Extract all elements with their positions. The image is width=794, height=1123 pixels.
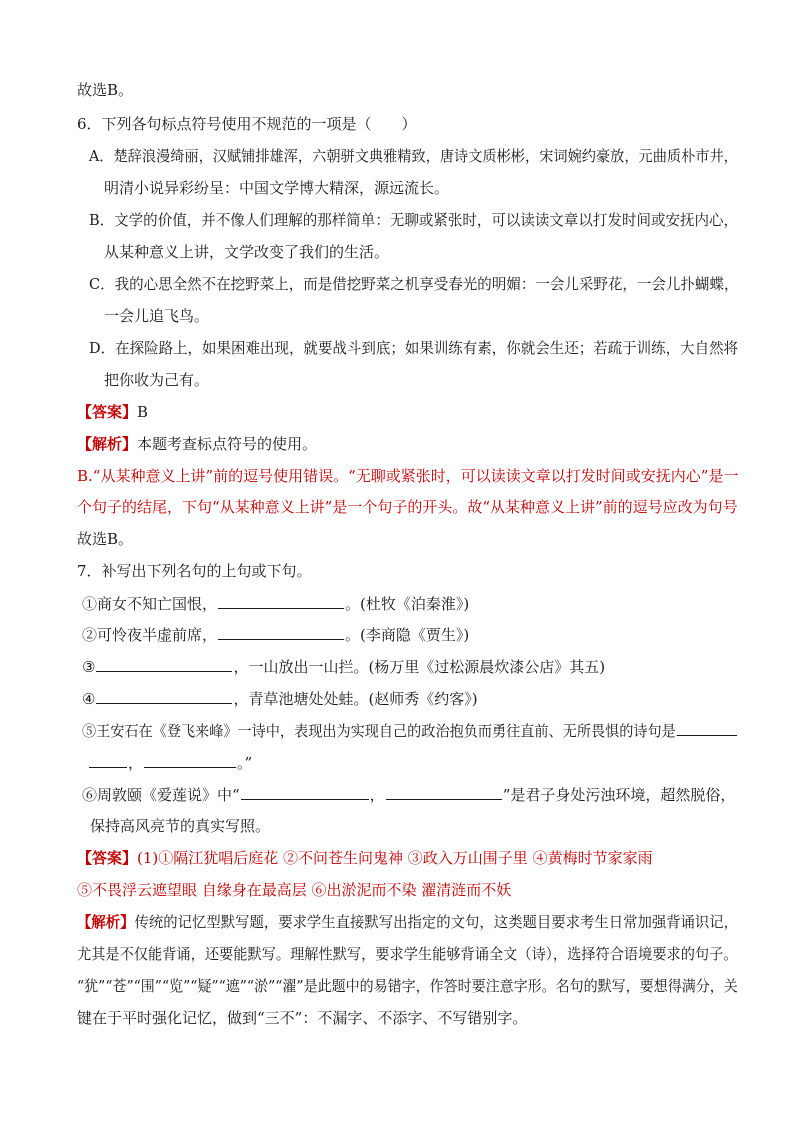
question-7-stem: 7．补写出下列名句的上句或下句。 xyxy=(77,562,312,580)
fill-item-text: ， xyxy=(369,786,385,804)
fill-item-3 xyxy=(82,656,605,677)
option-d-line2: 把你收为己有。 xyxy=(104,371,210,389)
fill-item-5-line2 xyxy=(88,752,252,773)
fill-item-text: ④ xyxy=(82,690,96,708)
answer-tag: 【答案】 xyxy=(77,403,138,421)
analysis-text: 本题考查标点符号的使用。 xyxy=(137,435,318,453)
fill-item-source: ，一山放出一山拦。(杨万里《过松源晨炊漆公店》其五) xyxy=(233,658,606,676)
fill-item-source: 。(杜牧《泊秦淮》) xyxy=(345,595,470,613)
analysis-line-7-cont3: 键在于平时强化记忆，做到“三不”：不漏字、不添字、不写错别字。 xyxy=(77,1009,528,1027)
analysis-line-7-cont2: “犹”“苍”“围”“览”“疑”“遮”“淤”“濯”是此题中的易错字，作答时要注意字形。名句的默写，要想得满分，关 xyxy=(77,977,738,995)
answer-text: (1)①隔江犹唱后庭花 ②不问苍生问鬼神 ③政入万山围子里 ④黄梅时节家家雨 xyxy=(137,849,653,867)
fill-item-5-line1 xyxy=(82,720,738,741)
option-c-line2: 一会儿追飞鸟。 xyxy=(104,307,210,325)
fill-item-text: 。” xyxy=(237,754,253,772)
answer-blank[interactable] xyxy=(96,688,232,704)
analysis-text: 传统的记忆型默写题，要求学生直接默写出指定的文句，这类题目要求考生日常加强背诵识记， xyxy=(134,913,739,931)
analysis-tag: 【解析】 xyxy=(77,435,138,453)
analysis-detail-line1: B.“从某种意义上讲”前的逗号使用错误。“无聊或紧张时，可以读读文章以打发时间或安抚内心”是一 xyxy=(77,467,739,485)
answer-blank[interactable] xyxy=(144,752,236,768)
fill-item-6-line2: 保持高风亮节的真实写照。 xyxy=(90,817,271,835)
fill-item-2 xyxy=(82,624,469,645)
fill-item-source: ，青草池塘处处蛙。(赵师秀《约客》) xyxy=(233,690,478,708)
fill-item-text: ①商女不知亡国恨， xyxy=(82,595,218,613)
fill-item-1 xyxy=(82,593,469,614)
option-b-line1: B．文学的价值，并不像人们理解的那样简单：无聊或紧张时，可以读读文章以打发时间或安抚内心， xyxy=(89,211,739,229)
answer-blank[interactable] xyxy=(241,784,369,800)
analysis-line-6 xyxy=(77,434,317,454)
fill-item-text: ， xyxy=(128,754,144,772)
answer-blank[interactable] xyxy=(677,720,737,736)
option-b-line2: 从某种意义上讲，文学改变了我们的生活。 xyxy=(104,243,390,261)
answer-blank[interactable] xyxy=(218,593,344,609)
analysis-line-7-cont1: 尤其是不仅能背诵，还要能默写。理解性默写，要求学生能够背诵全文（诗），选择符合语境要求的句子。 xyxy=(77,945,738,963)
fill-item-source: 。(李商隐《贾生》) xyxy=(345,626,470,644)
answer-line-7-cont: ⑤不畏浮云遮望眼 自缘身在最高层 ⑥出淤泥而不染 濯清涟而不妖 xyxy=(77,881,512,899)
analysis-detail-line2: 个句子的结尾，下句“从某种意义上讲”是一个句子的开头。故“从某种意义上讲”前的逗号应改为句号 xyxy=(77,498,738,516)
text-line: 故选B。 xyxy=(77,81,134,99)
option-d-line1: D．在探险路上，如果困难出现，就要战斗到底；如果训练有素，你就会生还；若疏于训练，大自然将 xyxy=(89,339,739,357)
option-c-line1: C．我的心思全然不在挖野菜上，而是借挖野菜之机享受春光的明媚：一会儿采野花，一会儿扑蝴蝶， xyxy=(89,275,739,293)
fill-item-4 xyxy=(82,688,478,709)
option-a-line2: 明清小说异彩纷呈：中国文学博大精深，源远流长。 xyxy=(104,179,450,197)
answer-blank[interactable] xyxy=(89,752,127,768)
analysis-line-7 xyxy=(77,912,738,932)
question-6-stem: 6．下列各句标点符号使用不规范的一项是（ ） xyxy=(77,115,417,133)
fill-item-text: ③ xyxy=(82,658,96,676)
fill-item-6-line1 xyxy=(82,784,735,805)
fill-item-text: ”是君子身处污浊环境，超然脱俗， xyxy=(502,786,736,804)
text-line: 故选B。 xyxy=(77,530,134,548)
fill-item-text: ⑤王安石在《登飞来峰》一诗中，表现出为实现自己的政治抱负而勇往直前、无所畏惧的诗句是 xyxy=(82,722,676,740)
answer-text: B xyxy=(137,403,149,421)
option-a-line1: A．楚辞浪漫绮丽，汉赋铺排雄浑，六朝骈文典雅精致，唐诗文质彬彬，宋词婉约豪放，元曲质朴市井， xyxy=(89,147,738,165)
answer-blank[interactable] xyxy=(386,784,502,800)
fill-item-text: ⑥周敦颐《爱莲说》中“ xyxy=(82,786,240,804)
answer-line-7 xyxy=(77,848,653,868)
answer-line-6 xyxy=(77,402,148,422)
answer-tag: 【答案】 xyxy=(77,849,138,867)
analysis-tag: 【解析】 xyxy=(77,913,135,931)
answer-blank[interactable] xyxy=(96,656,232,672)
fill-item-text: ②可怜夜半虚前席， xyxy=(82,626,218,644)
answer-blank[interactable] xyxy=(218,624,344,640)
